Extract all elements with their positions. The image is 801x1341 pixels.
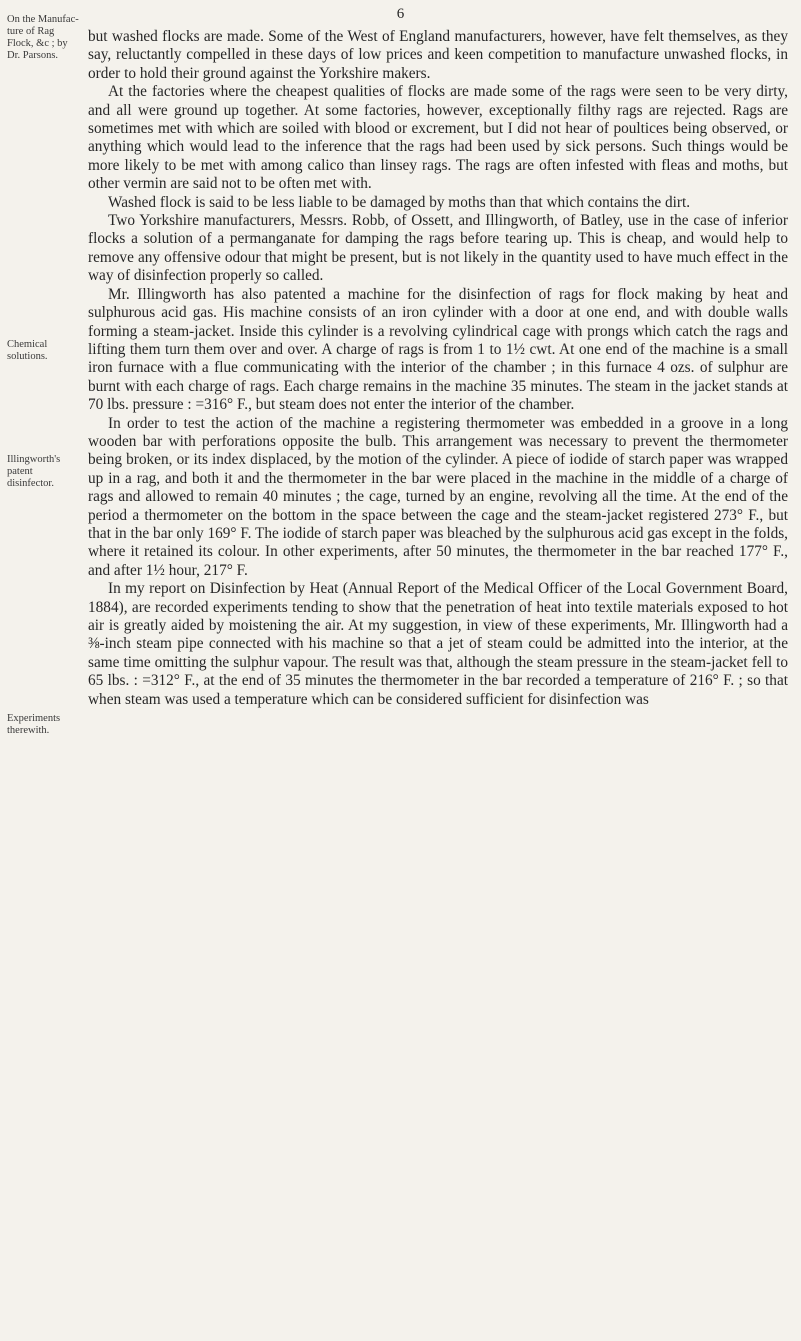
page-number: 6 <box>396 6 405 22</box>
margin-note-line: On the Manufac- <box>7 14 79 25</box>
paragraph: Two Yorkshire manufacturers, Messrs. Robb, of Ossett, and Illingworth, of Batley, use in the case of inferior flocks a solution of a permanganate for damping the rags before tearing up. This is cheap, and would help to remove any offensive odour that might be present, but is not likely in the quantity used to have much effect in the way of disinfection properly so called. <box>88 212 788 285</box>
margin-note-line: ture of Rag <box>7 26 55 37</box>
margin-note-chemical <box>7 339 85 363</box>
margin-note-line: therewith. <box>7 725 50 736</box>
margin-note-line: solutions. <box>7 351 48 362</box>
margin-note-line: Experiments <box>7 713 61 724</box>
margin-note-illingworth <box>7 454 85 490</box>
margin-note-line: Dr. Parsons. <box>7 50 59 61</box>
margin-notes <box>0 0 86 1341</box>
margin-note-line: disinfector. <box>7 478 54 489</box>
margin-note-line: patent <box>7 466 33 477</box>
paragraph: but washed flocks are made. Some of the West of England manufacturers, however, have felt themselves, as they say, reluctantly compelled in these days of low prices and keen competition to manufacture unwashed flocks, in order to hold their ground against the Yorkshire makers. <box>88 28 788 82</box>
paragraph: In my report on Disinfection by Heat (Annual Report of the Medical Officer of the Local Government Board, 1884), are recorded experiments tending to show that the penetration of heat into textile materials exposed to hot air is greatly aided by moistening the air. At my suggestion, in view of these experiments, Mr. Illingworth had a ⅜-inch steam pipe connected with his machine so that a jet of steam could be admitted into the interior, at the same time omitting the sulphur vapour. The result was that, although the steam pressure in the steam-jacket fell to 65 lbs. : =312° F., at the end of 35 minutes the thermometer in the bar recorded a temperature of 216° F. ; so that when steam was used a temperature which can be considered sufficient for disinfection was <box>88 580 788 708</box>
body-text <box>88 28 788 709</box>
margin-note-line: Flock, &c ; by <box>7 38 68 49</box>
paragraph: Mr. Illingworth has also patented a machine for the disinfection of rags for flock making by heat and sulphurous acid gas. His machine consists of an iron cylinder with a door at one end, and with double walls forming a steam-jacket. Inside this cylinder is a revolving cylindrical cage with prongs which catch the rags and lifting them turn them over and over. A charge of rags is from 1 to 1½ cwt. At one end of the machine is a small iron furnace with a flue communicating with the interior of the chamber ; in this furnace 4 ozs. of sulphur are burnt with each charge of rags. Each charge remains in the machine 35 minutes. The steam in the jacket stands at 70 lbs. pressure : =316° F., but steam does not enter the interior of the chamber. <box>88 285 788 414</box>
margin-note-experiments <box>7 713 85 737</box>
paragraph: Washed flock is said to be less liable to be damaged by moths than that which contains the dirt. <box>108 193 691 211</box>
paragraph: At the factories where the cheapest qualities of flocks are made some of the rags were seen to be very dirty, and all were ground up together. At some factories, however, exceptionally filthy rags are rejected. Rags are sometimes met with which are soiled with blood or excrement, but I did not hear of poultices being observed, or anything which would lead to the inference that the rags had been used by sick persons. Such things would be more likely to be met with among calico than linsey rags. The rags are often infested with fleas and moths, but other vermin are said not to be often met with. <box>88 83 788 193</box>
paragraph: In order to test the action of the machine a registering thermometer was embedded in a groove in a long wooden bar with perforations opposite the bulb. This arrangement was necessary to prevent the thermometer being broken, or its index displaced, by the motion of the cylinder. A piece of iodide of starch paper was wrapped up in a rag, and both it and the thermometer in the bar were placed in the machine in the middle of a charge of rags and allowed to remain 40 minutes ; the cage, turned by an engine, revolving all the time. At the end of the period a thermometer on the bottom in the space between the cage and the steam-jacket registered 273° F., but that in the bar only 169° F. The iodide of starch paper was bleached by the sulphurous acid gas except in the folds, where it retained its colour. In other experiments, after 50 minutes, the thermometer in the bar reached 177° F., and after 1½ hour, 217° F. <box>88 414 788 579</box>
margin-note-line: Illingworth's <box>7 454 61 465</box>
margin-note-line: Chemical <box>7 339 48 350</box>
margin-note-manufacture <box>7 14 85 62</box>
